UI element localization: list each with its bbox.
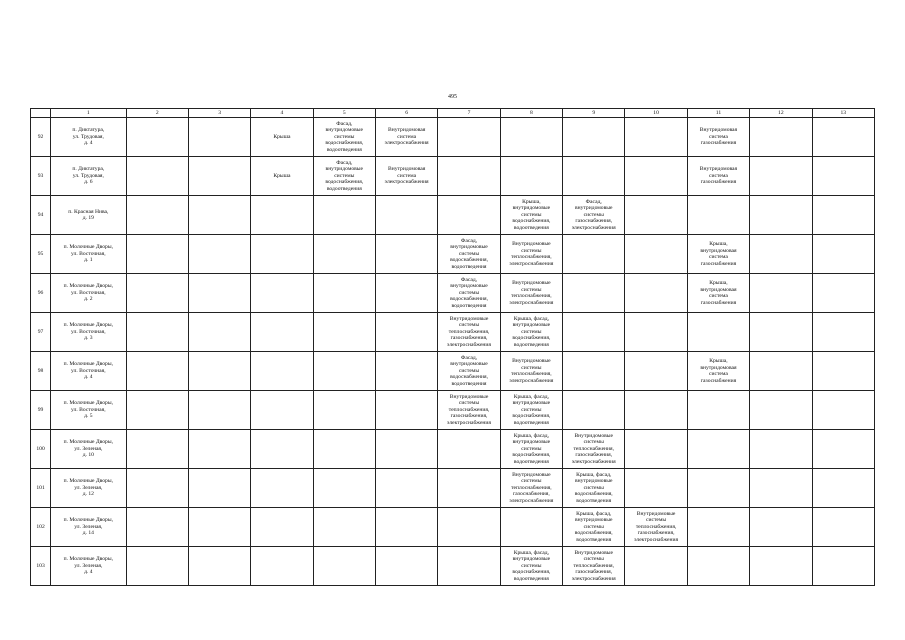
work-type-cell (313, 391, 375, 430)
row-number: 97 (31, 313, 51, 352)
table-row (31, 352, 875, 391)
work-type-cell: Внутридомовая система электроснабжения (375, 157, 437, 196)
work-type-cell (188, 118, 250, 157)
work-type-cell (750, 196, 812, 235)
work-type-cell (188, 235, 250, 274)
work-type-cell (812, 508, 875, 547)
work-type-cell: Внутридомовые системы теплоснабжения, газоснабжения, электроснабжения (625, 508, 687, 547)
row-number: 103 (31, 547, 51, 586)
work-type-cell (375, 547, 437, 586)
repair-schedule-table (30, 108, 875, 586)
address-cell: п. Молочные Дворы, ул. Зеленая, д. 14 (51, 508, 126, 547)
work-type-cell (126, 235, 188, 274)
work-type-cell: Крыша, внутридомовая система газоснабжения (687, 235, 749, 274)
address-cell: п. Молочные Дворы, ул. Восточная, д. 3 (51, 313, 126, 352)
work-type-cell: Крыша, фасад, внутридомовые системы водоснабжения, водоотведения (500, 313, 562, 352)
address-cell: п. Диктатура, ул. Трудовая, д. 6 (51, 157, 126, 196)
work-type-cell (188, 352, 250, 391)
work-type-cell (563, 352, 625, 391)
work-type-cell: Внутридомовые системы теплоснабжения, газоснабжения, электроснабжения (438, 391, 500, 430)
work-type-cell (375, 508, 437, 547)
work-type-cell (750, 118, 812, 157)
work-type-cell: Внутридомовые системы теплоснабжения, электроснабжения (500, 274, 562, 313)
work-type-cell (563, 118, 625, 157)
work-type-cell (126, 196, 188, 235)
table-body (31, 118, 875, 586)
column-header: 12 (750, 109, 812, 118)
work-type-cell (313, 196, 375, 235)
work-type-cell (188, 157, 250, 196)
work-type-cell: Крыша, фасад, внутридомовые системы водоснабжения, водоотведения (563, 508, 625, 547)
work-type-cell (687, 313, 749, 352)
work-type-cell: Крыша, фасад, внутридомовые системы водоснабжения, водоотведения (563, 469, 625, 508)
address-cell: п. Молочные Дворы, ул. Зеленая, д. 4 (51, 547, 126, 586)
work-type-cell (625, 352, 687, 391)
work-type-cell (625, 391, 687, 430)
table-row (31, 235, 875, 274)
work-type-cell (438, 118, 500, 157)
work-type-cell (251, 235, 313, 274)
work-type-cell: Крыша (251, 157, 313, 196)
work-type-cell (625, 547, 687, 586)
address-cell: п. Молочные Дворы, ул. Восточная, д. 1 (51, 235, 126, 274)
work-type-cell (750, 469, 812, 508)
work-type-cell (375, 274, 437, 313)
work-type-cell (313, 547, 375, 586)
table-row (31, 157, 875, 196)
work-type-cell (687, 547, 749, 586)
work-type-cell (812, 235, 875, 274)
work-type-cell (750, 547, 812, 586)
work-type-cell: Крыша, внутридомовая система газоснабжения (687, 274, 749, 313)
page-number: 495 (448, 94, 457, 100)
work-type-cell (251, 274, 313, 313)
work-type-cell (126, 352, 188, 391)
work-type-cell: Внутридомовые системы теплоснабжения, газоснабжения, электроснабжения (438, 313, 500, 352)
work-type-cell (188, 469, 250, 508)
work-type-cell (750, 430, 812, 469)
row-number-header (31, 109, 51, 118)
row-number: 99 (31, 391, 51, 430)
row-number: 92 (31, 118, 51, 157)
work-type-cell (251, 508, 313, 547)
work-type-cell: Крыша (251, 118, 313, 157)
column-header: 4 (251, 109, 313, 118)
address-cell: п. Диктатура, ул. Трудовая, д. 4 (51, 118, 126, 157)
table-row (31, 313, 875, 352)
work-type-cell: Фасад, внутридомовые системы водоснабжения, водоотведения (313, 157, 375, 196)
address-cell: п. Молочные Дворы, ул. Зеленая, д. 10 (51, 430, 126, 469)
work-type-cell (126, 547, 188, 586)
table-row (31, 196, 875, 235)
address-cell: п. Молочные Дворы, ул. Зеленая, д. 12 (51, 469, 126, 508)
table-row (31, 508, 875, 547)
work-type-cell (375, 352, 437, 391)
work-type-cell (188, 196, 250, 235)
work-type-cell: Крыша, фасад, внутридомовые системы водоснабжения, водоотведения (500, 547, 562, 586)
work-type-cell (563, 313, 625, 352)
work-type-cell (251, 547, 313, 586)
work-type-cell (625, 469, 687, 508)
work-type-cell (375, 235, 437, 274)
work-type-cell (687, 196, 749, 235)
work-type-cell: Крыша, фасад, внутридомовые системы водоснабжения, водоотведения (500, 391, 562, 430)
work-type-cell: Внутридомовые системы теплоснабжения, газоснабжения, электроснабжения (563, 430, 625, 469)
work-type-cell (375, 469, 437, 508)
work-type-cell (438, 547, 500, 586)
work-type-cell: Фасад, внутридомовые системы водоснабжения, водоотведения (313, 118, 375, 157)
work-type-cell (750, 157, 812, 196)
row-number: 98 (31, 352, 51, 391)
work-type-cell (563, 157, 625, 196)
work-type-cell (438, 430, 500, 469)
work-type-cell (625, 118, 687, 157)
work-type-cell (188, 391, 250, 430)
work-type-cell (625, 274, 687, 313)
work-type-cell: Внутридомовая система электроснабжения (375, 118, 437, 157)
work-type-cell (500, 118, 562, 157)
work-type-cell (126, 313, 188, 352)
work-type-cell (750, 508, 812, 547)
work-type-cell (438, 157, 500, 196)
work-type-cell: Крыша, внутридомовая система газоснабжения (687, 352, 749, 391)
work-type-cell (313, 469, 375, 508)
work-type-cell (251, 196, 313, 235)
work-type-cell (126, 157, 188, 196)
work-type-cell (188, 313, 250, 352)
work-type-cell (750, 352, 812, 391)
work-type-cell: Внутридомовая система газоснабжения (687, 118, 749, 157)
column-header: 3 (188, 109, 250, 118)
work-type-cell (188, 508, 250, 547)
work-type-cell (812, 547, 875, 586)
work-type-cell (812, 274, 875, 313)
work-type-cell (313, 508, 375, 547)
work-type-cell: Крыша, внутридомовые системы водоснабжения, водоотведения (500, 196, 562, 235)
column-number-row (31, 109, 875, 118)
work-type-cell (251, 352, 313, 391)
table-row (31, 430, 875, 469)
address-cell: п. Красная Нива, д. 19 (51, 196, 126, 235)
work-type-cell (126, 430, 188, 469)
work-type-cell (750, 274, 812, 313)
work-type-cell (563, 391, 625, 430)
row-number: 100 (31, 430, 51, 469)
work-type-cell (625, 313, 687, 352)
work-type-cell (687, 508, 749, 547)
work-type-cell: Фасад, внутридомовые системы водоснабжения, водоотведения (438, 235, 500, 274)
work-type-cell (750, 313, 812, 352)
work-type-cell (687, 391, 749, 430)
row-number: 102 (31, 508, 51, 547)
work-type-cell (812, 391, 875, 430)
work-type-cell (126, 508, 188, 547)
work-type-cell (500, 157, 562, 196)
work-type-cell (812, 196, 875, 235)
work-type-cell (375, 196, 437, 235)
work-type-cell (812, 313, 875, 352)
work-type-cell (375, 313, 437, 352)
work-type-cell (812, 157, 875, 196)
work-type-cell (126, 469, 188, 508)
column-header: 2 (126, 109, 188, 118)
address-cell: п. Молочные Дворы, ул. Восточная, д. 5 (51, 391, 126, 430)
work-type-cell (313, 352, 375, 391)
work-type-cell (313, 430, 375, 469)
column-header: 6 (375, 109, 437, 118)
row-number: 94 (31, 196, 51, 235)
work-type-cell (687, 430, 749, 469)
column-header: 9 (563, 109, 625, 118)
column-header: 13 (812, 109, 875, 118)
work-type-cell (438, 469, 500, 508)
column-header: 1 (51, 109, 126, 118)
work-type-cell (812, 118, 875, 157)
address-cell: п. Молочные Дворы, ул. Восточная, д. 2 (51, 274, 126, 313)
work-type-cell (687, 469, 749, 508)
table-row (31, 274, 875, 313)
work-type-cell: Внутридомовая система газоснабжения (687, 157, 749, 196)
row-number: 93 (31, 157, 51, 196)
row-number: 101 (31, 469, 51, 508)
work-type-cell (126, 274, 188, 313)
work-type-cell (563, 274, 625, 313)
table-row (31, 391, 875, 430)
work-type-cell (750, 235, 812, 274)
work-type-cell (625, 430, 687, 469)
work-type-cell (313, 313, 375, 352)
work-type-cell: Внутридомовые системы теплоснабжения, электроснабжения (500, 352, 562, 391)
work-type-cell (188, 547, 250, 586)
column-header: 11 (687, 109, 749, 118)
work-type-cell (625, 157, 687, 196)
work-type-cell (313, 235, 375, 274)
table-row (31, 469, 875, 508)
work-type-cell (126, 118, 188, 157)
work-type-cell (251, 391, 313, 430)
work-type-cell: Внутридомовые системы теплоснабжения, газоснабжения, электроснабжения (563, 547, 625, 586)
work-type-cell: Фасад, внутридомовые системы водоснабжения, водоотведения (438, 352, 500, 391)
work-type-cell (812, 352, 875, 391)
work-type-cell (251, 469, 313, 508)
work-type-cell (251, 430, 313, 469)
work-type-cell (625, 196, 687, 235)
work-type-cell (251, 313, 313, 352)
work-type-cell (750, 391, 812, 430)
column-header: 7 (438, 109, 500, 118)
work-type-cell (438, 196, 500, 235)
work-type-cell: Крыша, фасад, внутридомовые системы водоснабжения, водоотведения (500, 430, 562, 469)
table-row (31, 547, 875, 586)
column-header: 10 (625, 109, 687, 118)
work-type-cell (188, 430, 250, 469)
table-row (31, 118, 875, 157)
work-type-cell (812, 430, 875, 469)
work-type-cell (375, 430, 437, 469)
column-header: 5 (313, 109, 375, 118)
column-header: 8 (500, 109, 562, 118)
work-type-cell (625, 235, 687, 274)
row-number: 96 (31, 274, 51, 313)
row-number: 95 (31, 235, 51, 274)
work-type-cell (812, 469, 875, 508)
work-type-cell: Внутридомовые системы теплоснабжения, электроснабжения (500, 235, 562, 274)
work-type-cell (126, 391, 188, 430)
work-type-cell: Внутридомовые системы теплоснабжения, газоснабжения, электроснабжения (500, 469, 562, 508)
work-type-cell: Фасад, внутридомовые системы газоснабжения, электроснабжения (563, 196, 625, 235)
work-type-cell (438, 508, 500, 547)
work-type-cell (375, 391, 437, 430)
work-type-cell (313, 274, 375, 313)
work-type-cell: Фасад, внутридомовые системы водоснабжения, водоотведения (438, 274, 500, 313)
address-cell: п. Молочные Дворы, ул. Восточная, д. 4 (51, 352, 126, 391)
work-type-cell (563, 235, 625, 274)
work-type-cell (188, 274, 250, 313)
work-type-cell (500, 508, 562, 547)
